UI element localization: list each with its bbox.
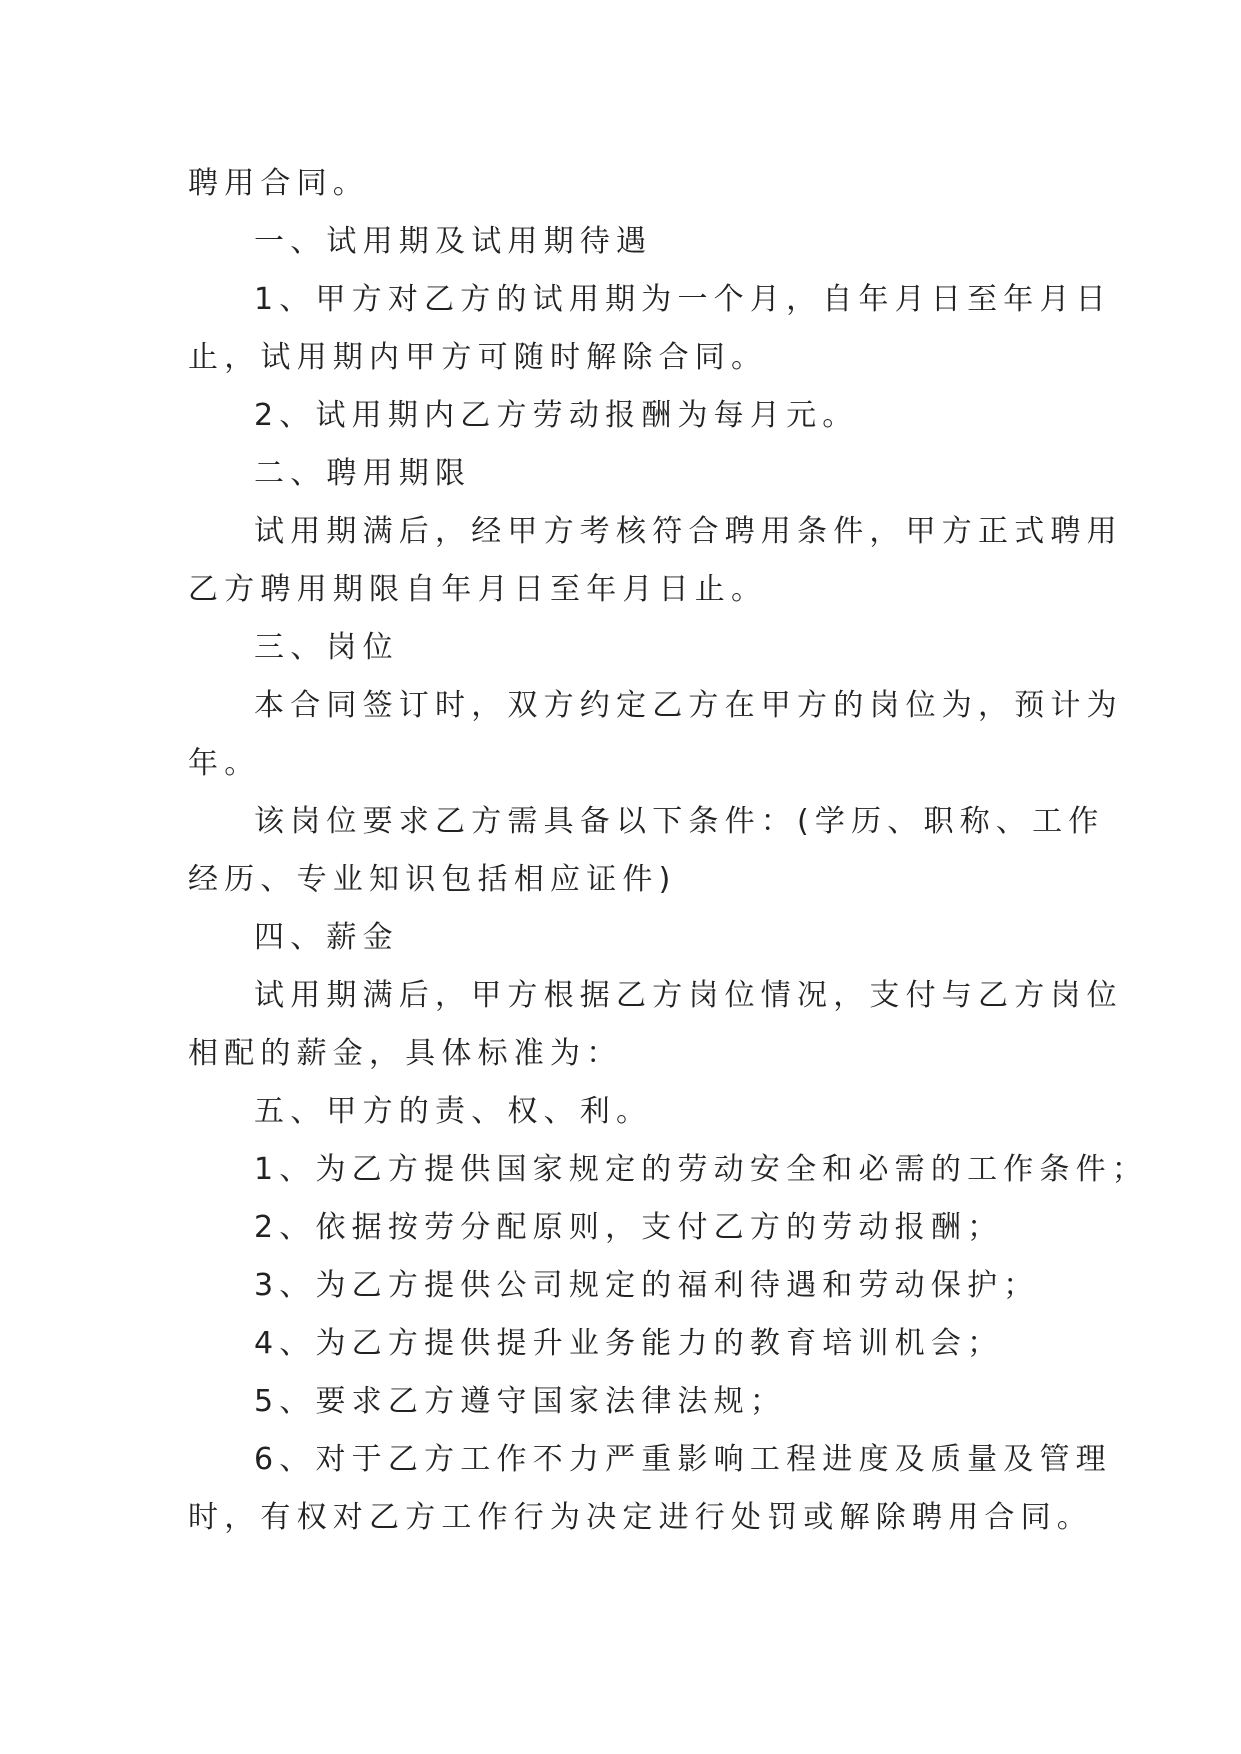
text-line: 1、甲方对乙方的试用期为一个月，自年月日至年月日 — [254, 282, 1112, 317]
text-line: 试用期满后，经甲方考核符合聘用条件，甲方正式聘用 — [254, 514, 1123, 549]
section-heading: 二、聘用期限 — [254, 456, 472, 491]
section-heading: 四、薪金 — [254, 920, 399, 955]
list-item: 1、为乙方提供国家规定的劳动安全和必需的工作条件； — [254, 1152, 1149, 1187]
text-line: 本合同签订时，双方约定乙方在甲方的岗位为，预计为 — [254, 688, 1123, 723]
text-line: 止，试用期内甲方可随时解除合同。 — [188, 340, 768, 375]
list-item: 3、为乙方提供公司规定的福利待遇和劳动保护； — [254, 1268, 1040, 1303]
section-heading: 三、岗位 — [254, 630, 399, 665]
text-line: 试用期满后，甲方根据乙方岗位情况，支付与乙方岗位 — [254, 978, 1123, 1013]
list-item: 6、对于乙方工作不力严重影响工程进度及质量及管理 — [254, 1442, 1112, 1477]
text-line: 时，有权对乙方工作行为决定进行处罚或解除聘用合同。 — [188, 1500, 1093, 1535]
section-heading: 五、甲方的责、权、利。 — [254, 1094, 653, 1129]
text-line: 相配的薪金，具体标准为： — [188, 1036, 623, 1071]
list-item: 4、为乙方提供提升业务能力的教育培训机会； — [254, 1326, 1004, 1361]
list-item: 5、要求乙方遵守国家法律法规； — [254, 1384, 787, 1419]
section-heading: 一、试用期及试用期待遇 — [254, 224, 653, 259]
text-line: 年。 — [188, 746, 261, 781]
document-body — [188, 155, 1149, 1547]
text-line: 聘用合同。 — [188, 166, 369, 201]
list-item: 2、依据按劳分配原则，支付乙方的劳动报酬； — [254, 1210, 1004, 1245]
text-line: 2、试用期内乙方劳动报酬为每月元。 — [254, 398, 859, 433]
text-line: 经历、专业知识包括相应证件) — [188, 862, 677, 897]
text-line: 乙方聘用期限自年月日至年月日止。 — [188, 572, 768, 607]
text-line: 该岗位要求乙方需具备以下条件：(学历、职称、工作 — [254, 804, 1105, 839]
